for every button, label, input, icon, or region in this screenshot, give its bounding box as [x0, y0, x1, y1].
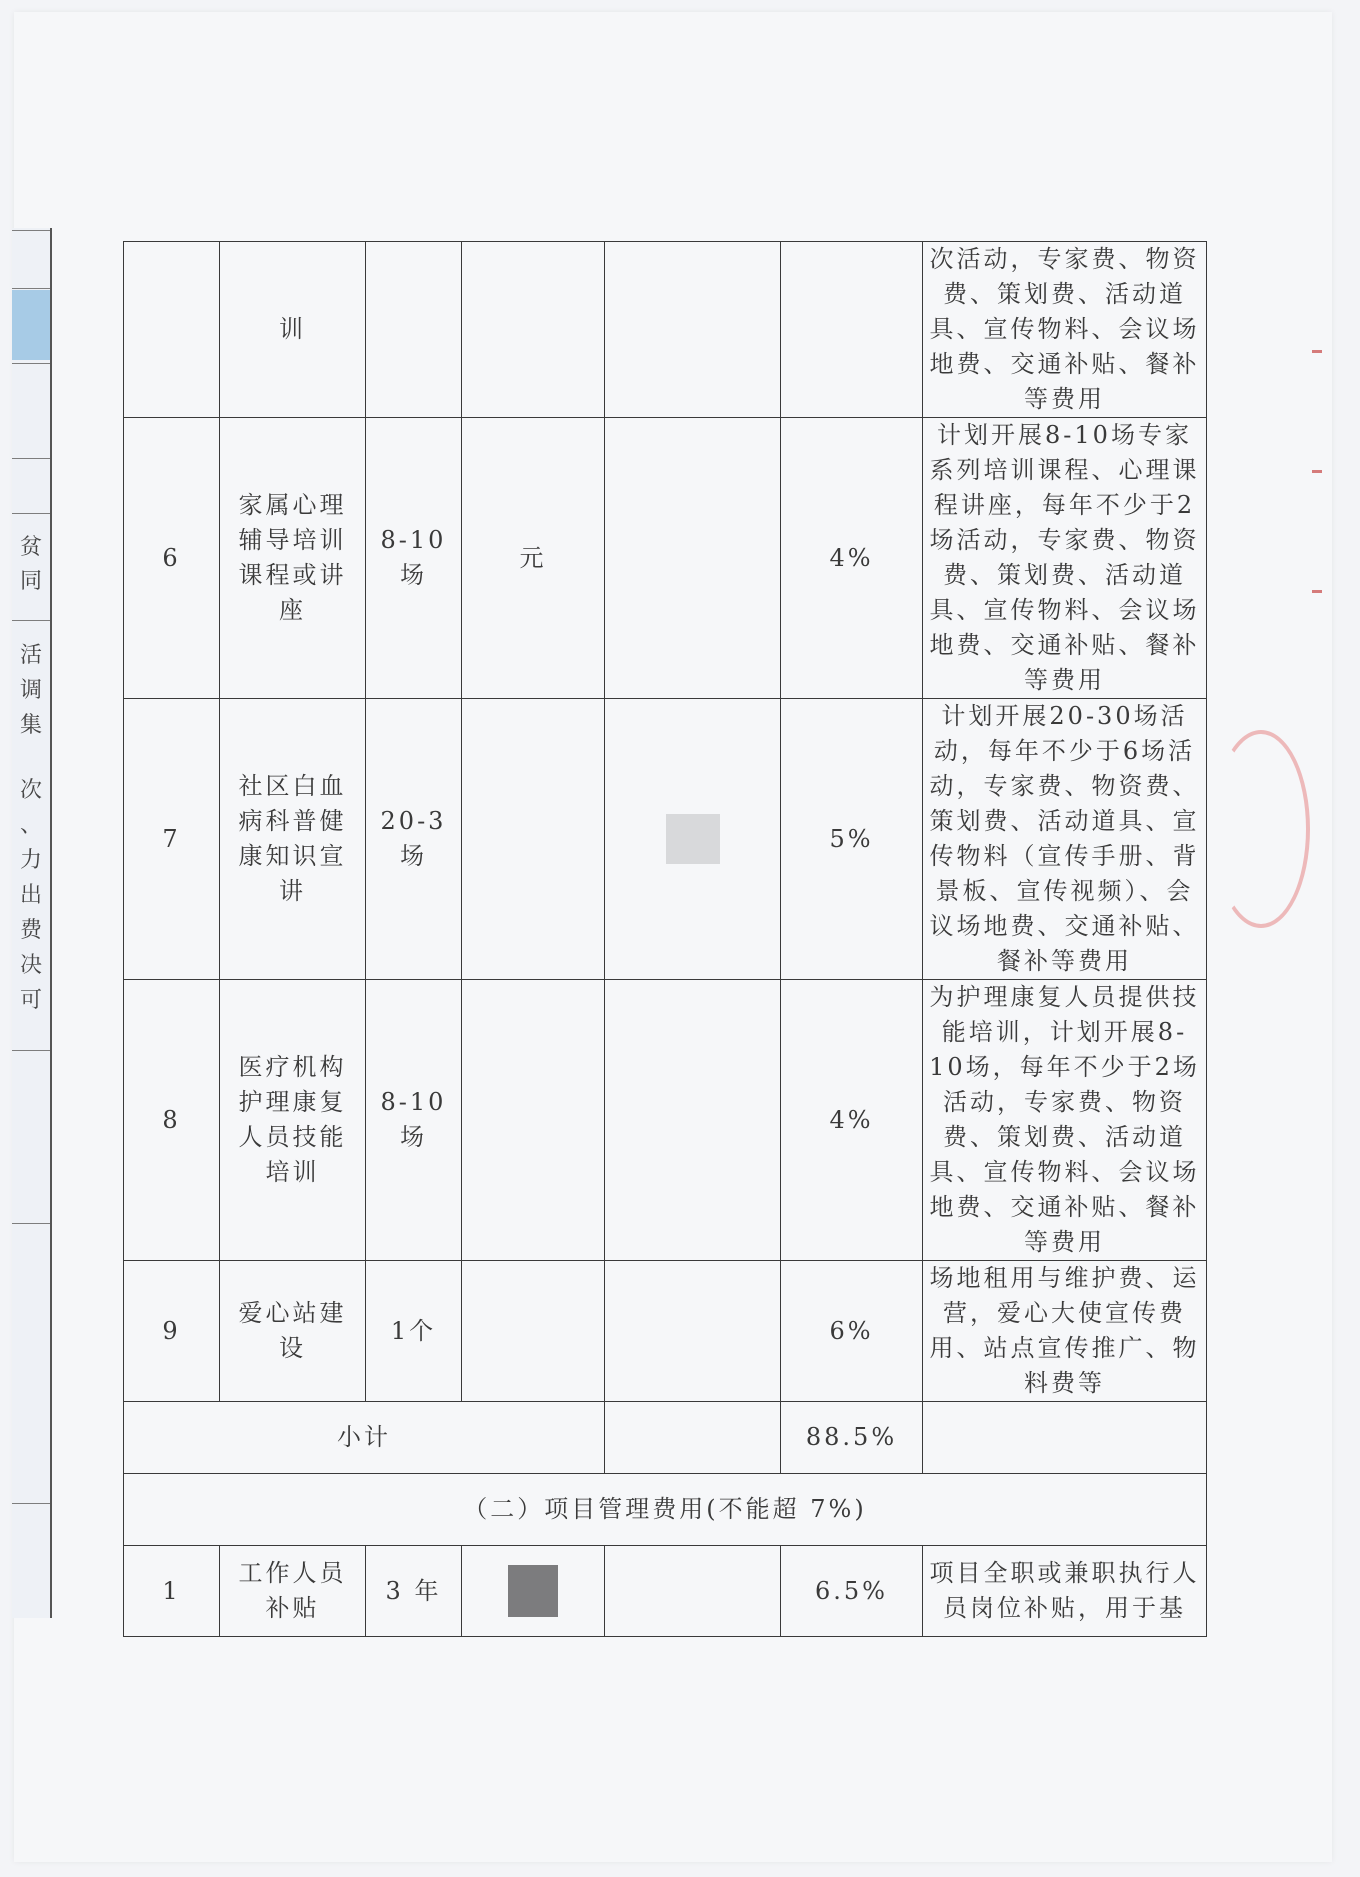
subtotal-ratio: 88.5% — [781, 1402, 923, 1474]
strip-char: 力 — [19, 848, 42, 873]
row-number: 6 — [124, 418, 220, 699]
item-name: 爱心站建设 — [220, 1261, 366, 1402]
item-name: 训 — [220, 242, 366, 418]
row-number: 1 — [124, 1546, 220, 1637]
table-row — [124, 418, 1207, 699]
item-ratio: 6.5% — [781, 1546, 923, 1637]
row-number: 8 — [124, 980, 220, 1261]
item-name: 家属心理辅导培训课程或讲座 — [220, 418, 366, 699]
item-name: 社区白血病科普健康知识宣讲 — [220, 699, 366, 980]
strip-char: 贫 — [19, 535, 42, 560]
strip-char: 出 — [19, 883, 42, 908]
strip-char: 决 — [19, 953, 42, 978]
redacted-amount — [666, 814, 720, 864]
table-row — [124, 1546, 1207, 1637]
seal-mark — [1312, 350, 1322, 353]
item-ratio: 5% — [781, 699, 923, 980]
strip-char: 费 — [19, 918, 42, 943]
row-number: 9 — [124, 1261, 220, 1402]
item-amount — [462, 980, 605, 1261]
subtotal-description — [923, 1402, 1207, 1474]
subtotal-label: 小计 — [124, 1402, 605, 1474]
item-amount — [462, 1261, 605, 1402]
item-ratio: 4% — [781, 418, 923, 699]
seal-mark — [1312, 590, 1322, 593]
item-quantity: 1个 — [366, 1261, 462, 1402]
item-note — [605, 1546, 781, 1637]
item-ratio: 6% — [781, 1261, 923, 1402]
facing-page-strip — [12, 228, 52, 1618]
strip-char: 集 — [19, 713, 42, 738]
subtotal-row — [124, 1402, 1207, 1474]
row-number: 7 — [124, 699, 220, 980]
item-description: 为护理康复人员提供技能培训，计划开展8-10场，每年不少于2场活动，专家费、物资费、策划费、活动道具、宣传物料、会议场地费、交通补贴、餐补等费用 — [923, 980, 1207, 1261]
table-row — [124, 1261, 1207, 1402]
item-description: 项目全职或兼职执行人员岗位补贴，用于基 — [923, 1546, 1207, 1637]
seal-mark — [1312, 470, 1322, 473]
item-quantity: 3 年 — [366, 1546, 462, 1637]
item-note — [605, 980, 781, 1261]
item-quantity — [366, 242, 462, 418]
strip-char: 活 — [19, 643, 42, 668]
item-name: 工作人员补贴 — [220, 1546, 366, 1637]
strip-char: 、 — [19, 813, 42, 838]
highlight-band — [12, 290, 50, 360]
item-amount — [462, 242, 605, 418]
item-amount — [462, 699, 605, 980]
row-number — [124, 242, 220, 418]
subtotal-amount — [605, 1402, 781, 1474]
strip-char: 同 — [19, 569, 42, 594]
item-quantity: 8-10场 — [366, 980, 462, 1261]
section-title: （二）项目管理费用(不能超 7%) — [124, 1474, 1207, 1546]
item-ratio: 4% — [781, 980, 923, 1261]
item-ratio — [781, 242, 923, 418]
item-amount: 元 — [462, 418, 605, 699]
table-row — [124, 699, 1207, 980]
section-header-row — [124, 1474, 1207, 1546]
item-quantity: 8-10场 — [366, 418, 462, 699]
table-row — [124, 980, 1207, 1261]
budget-table — [123, 241, 1207, 1637]
item-quantity: 20-3场 — [366, 699, 462, 980]
seal-stamp — [1212, 730, 1310, 928]
redacted-amount — [508, 1565, 558, 1617]
item-name: 医疗机构护理康复人员技能培训 — [220, 980, 366, 1261]
item-note — [605, 418, 781, 699]
item-note — [605, 699, 781, 980]
strip-char: 可 — [19, 988, 42, 1013]
item-amount — [462, 1546, 605, 1637]
item-description: 计划开展20-30场活动，每年不少于6场活动，专家费、物资费、策划费、活动道具、宣传物料（宣传手册、背景板、宣传视频）、会议场地费、交通补贴、餐补等费用 — [923, 699, 1207, 980]
item-description: 次活动，专家费、物资费、策划费、活动道具、宣传物料、会议场地费、交通补贴、餐补等费用 — [923, 242, 1207, 418]
strip-char: 调 — [19, 678, 42, 703]
table-row — [124, 242, 1207, 418]
item-note — [605, 1261, 781, 1402]
strip-char: 次 — [19, 778, 42, 803]
item-note — [605, 242, 781, 418]
item-description: 计划开展8-10场专家系列培训课程、心理课程讲座，每年不少于2场活动，专家费、物资费、策划费、活动道具、宣传物料、会议场地费、交通补贴、餐补等费用 — [923, 418, 1207, 699]
item-description: 场地租用与维护费、运营，爱心大使宣传费用、站点宣传推广、物料费等 — [923, 1261, 1207, 1402]
